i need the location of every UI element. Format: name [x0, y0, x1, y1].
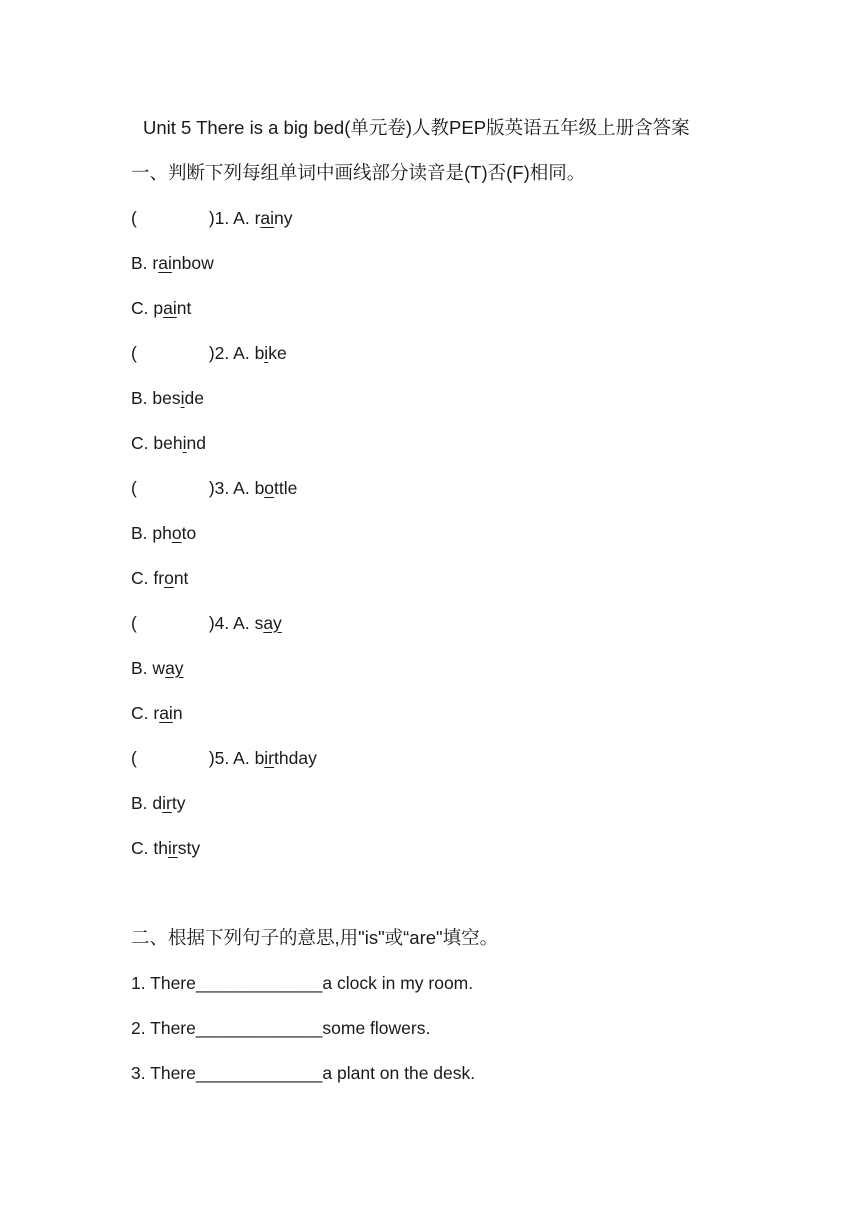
answer-blank: _____________	[195, 1018, 323, 1038]
underlined-letters: o	[171, 523, 182, 543]
section-2-heading: 二、根据下列句子的意思,用"is"或“are"填空。	[131, 927, 499, 948]
fill-blank-item-1: 1. There_____________a clock in my room.	[131, 973, 474, 993]
answer-blank: _____________	[195, 973, 323, 993]
underlined-letters: ay	[165, 658, 184, 678]
answer-blank: _____________	[195, 1063, 323, 1083]
question-4-option-b: B. way	[131, 658, 184, 678]
underlined-letters: ai	[163, 298, 177, 318]
underlined-letters: ir	[264, 748, 275, 768]
underlined-letters: i	[264, 343, 269, 363]
question-5-option-b: B. dirty	[131, 793, 186, 813]
underlined-letters: i	[180, 388, 185, 408]
underlined-letters: ai	[159, 703, 173, 723]
underlined-letters: ai	[260, 208, 275, 228]
question-3-option-c: C. front	[131, 568, 189, 588]
question-5-option-c: C. thirsty	[131, 838, 201, 858]
document-title: Unit 5 There is a big bed(单元卷)人教PEP版英语五年级上册含答案	[143, 117, 690, 138]
question-1-option-c: C. paint	[131, 298, 192, 318]
question-5-line-a: ( )5. A. birthday	[131, 748, 317, 768]
underlined-letters: ay	[263, 613, 282, 633]
fill-blank-item-2: 2. There_____________some flowers.	[131, 1018, 431, 1038]
question-3-option-b: B. photo	[131, 523, 197, 543]
question-2-option-b: B. beside	[131, 388, 204, 408]
underlined-letters: i	[182, 433, 187, 453]
fill-blank-item-3: 3. There_____________a plant on the desk.	[131, 1063, 476, 1083]
section-1-heading: 一、判断下列每组单词中画线部分读音是(T)否(F)相同。	[131, 162, 586, 183]
question-2-option-c: C. behind	[131, 433, 206, 453]
underlined-letters: o	[264, 478, 275, 498]
question-4-option-c: C. rain	[131, 703, 183, 723]
question-3-line-a: ( )3. A. bottle	[131, 478, 298, 498]
question-4-line-a: ( )4. A. say	[131, 613, 282, 633]
underlined-letters: ir	[167, 838, 178, 858]
question-1-line-a: ( )1. A. rainy	[131, 208, 293, 228]
question-1-option-b: B. rainbow	[131, 253, 214, 273]
underlined-letters: ai	[158, 253, 172, 273]
underlined-letters: o	[164, 568, 174, 588]
question-2-line-a: ( )2. A. bike	[131, 343, 287, 363]
underlined-letters: ir	[162, 793, 172, 813]
